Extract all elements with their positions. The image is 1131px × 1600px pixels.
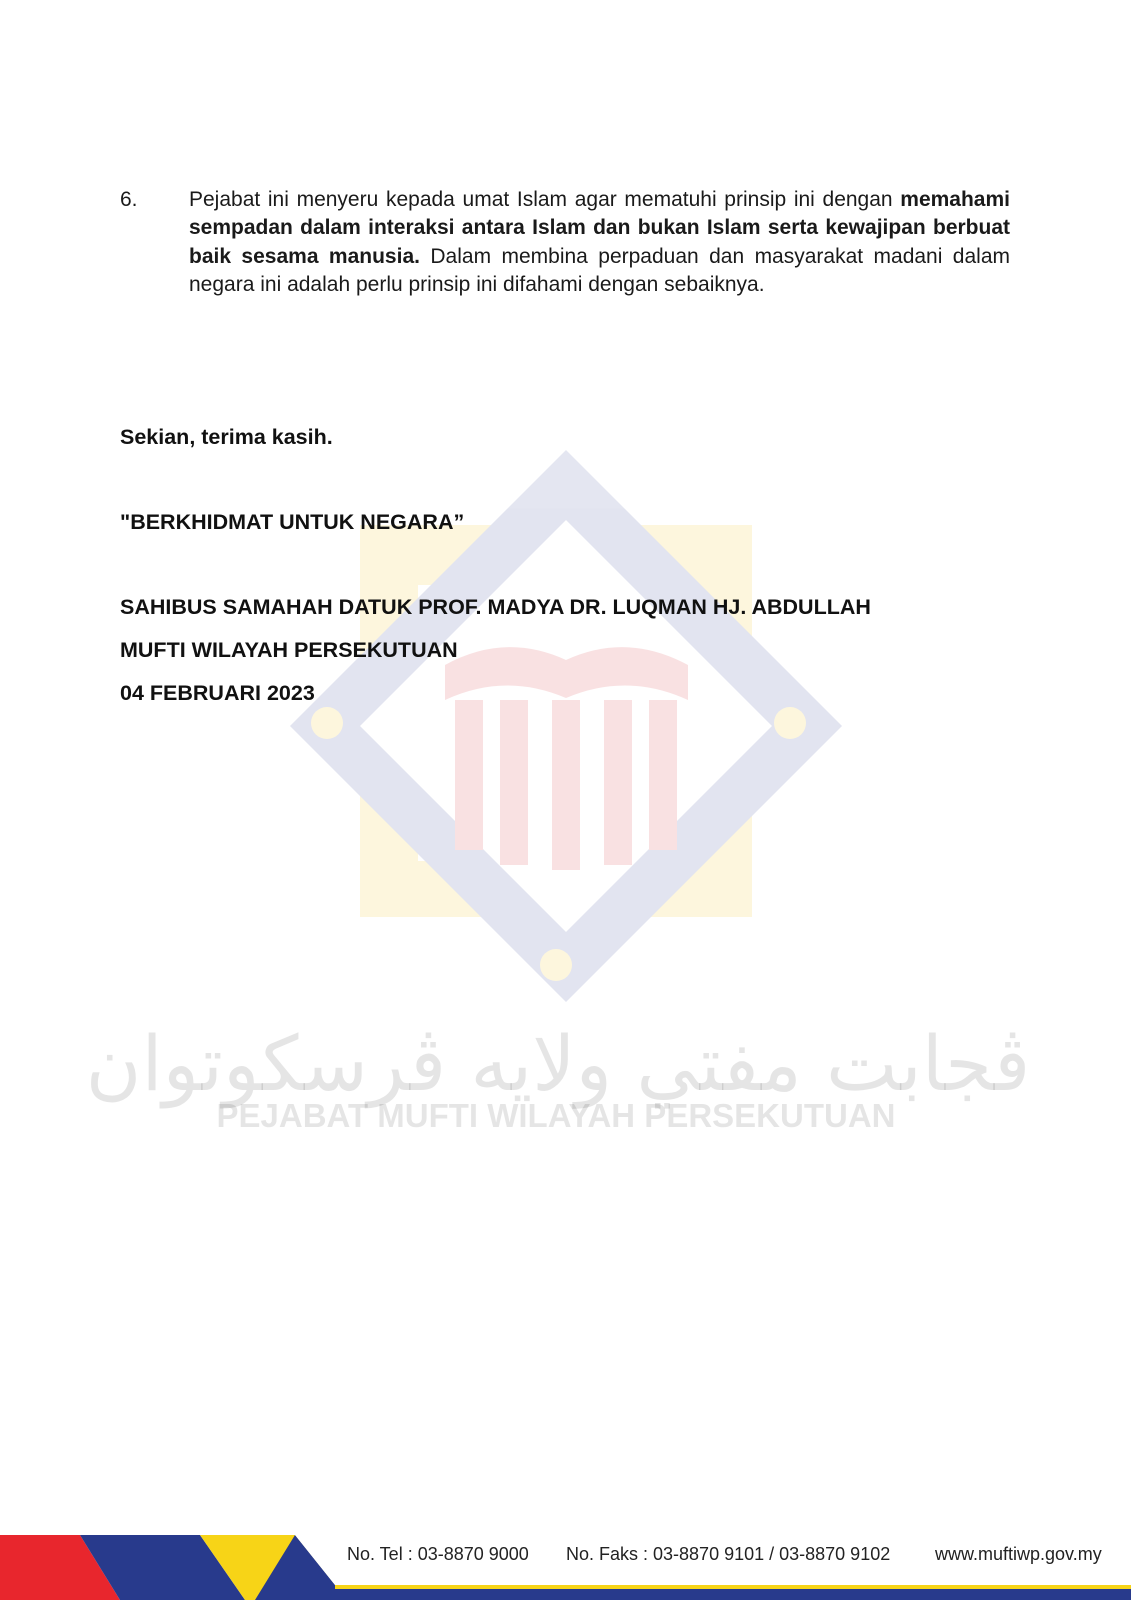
paragraph-intro: Pejabat ini menyeru kepada umat Islam agar mematuhi prinsip ini dengan [189,188,901,211]
watermark-name-text: PEJABAT MUFTI WILAYAH PERSEKUTUAN [216,1097,896,1134]
letter-date: 04 FEBRUARI 2023 [120,681,315,705]
paragraph-number: 6. [120,188,138,211]
closing-text: Sekian, terima kasih. [120,425,333,449]
paragraph-rest: Dalam membina perpaduan dan masyarakat madani dalam negara ini adalah perlu prinsip ini difahami dengan sebaiknya. [189,244,1011,296]
signatory-name: SAHIBUS SAMAHAH DATUK PROF. MADYA DR. LUQMAN HJ. ABDULLAH [120,595,871,619]
footer-fax: No. Faks : 03-8870 9101 / 03-8870 9102 [566,1544,891,1564]
signatory-title: MUFTI WILAYAH PERSEKUTUAN [120,638,458,662]
paragraph-bold: memahami sempadan dalam interaksi antara Islam dan bukan Islam serta kewajipan berbuat baik sesama manusia. [189,188,1010,268]
watermark-jawi-text: ڤجابت مفتي ولايه ڤرسكوتوان [85,1019,1031,1108]
footer-website-link[interactable]: www.muftiwp.gov.my [935,1544,1102,1564]
paragraph-text [189,186,1010,299]
paragraph-6 [120,186,1010,299]
footer-tel: No. Tel : 03-8870 9000 [347,1544,529,1564]
motto-text: "BERKHIDMAT UNTUK NEGARA” [120,510,465,534]
